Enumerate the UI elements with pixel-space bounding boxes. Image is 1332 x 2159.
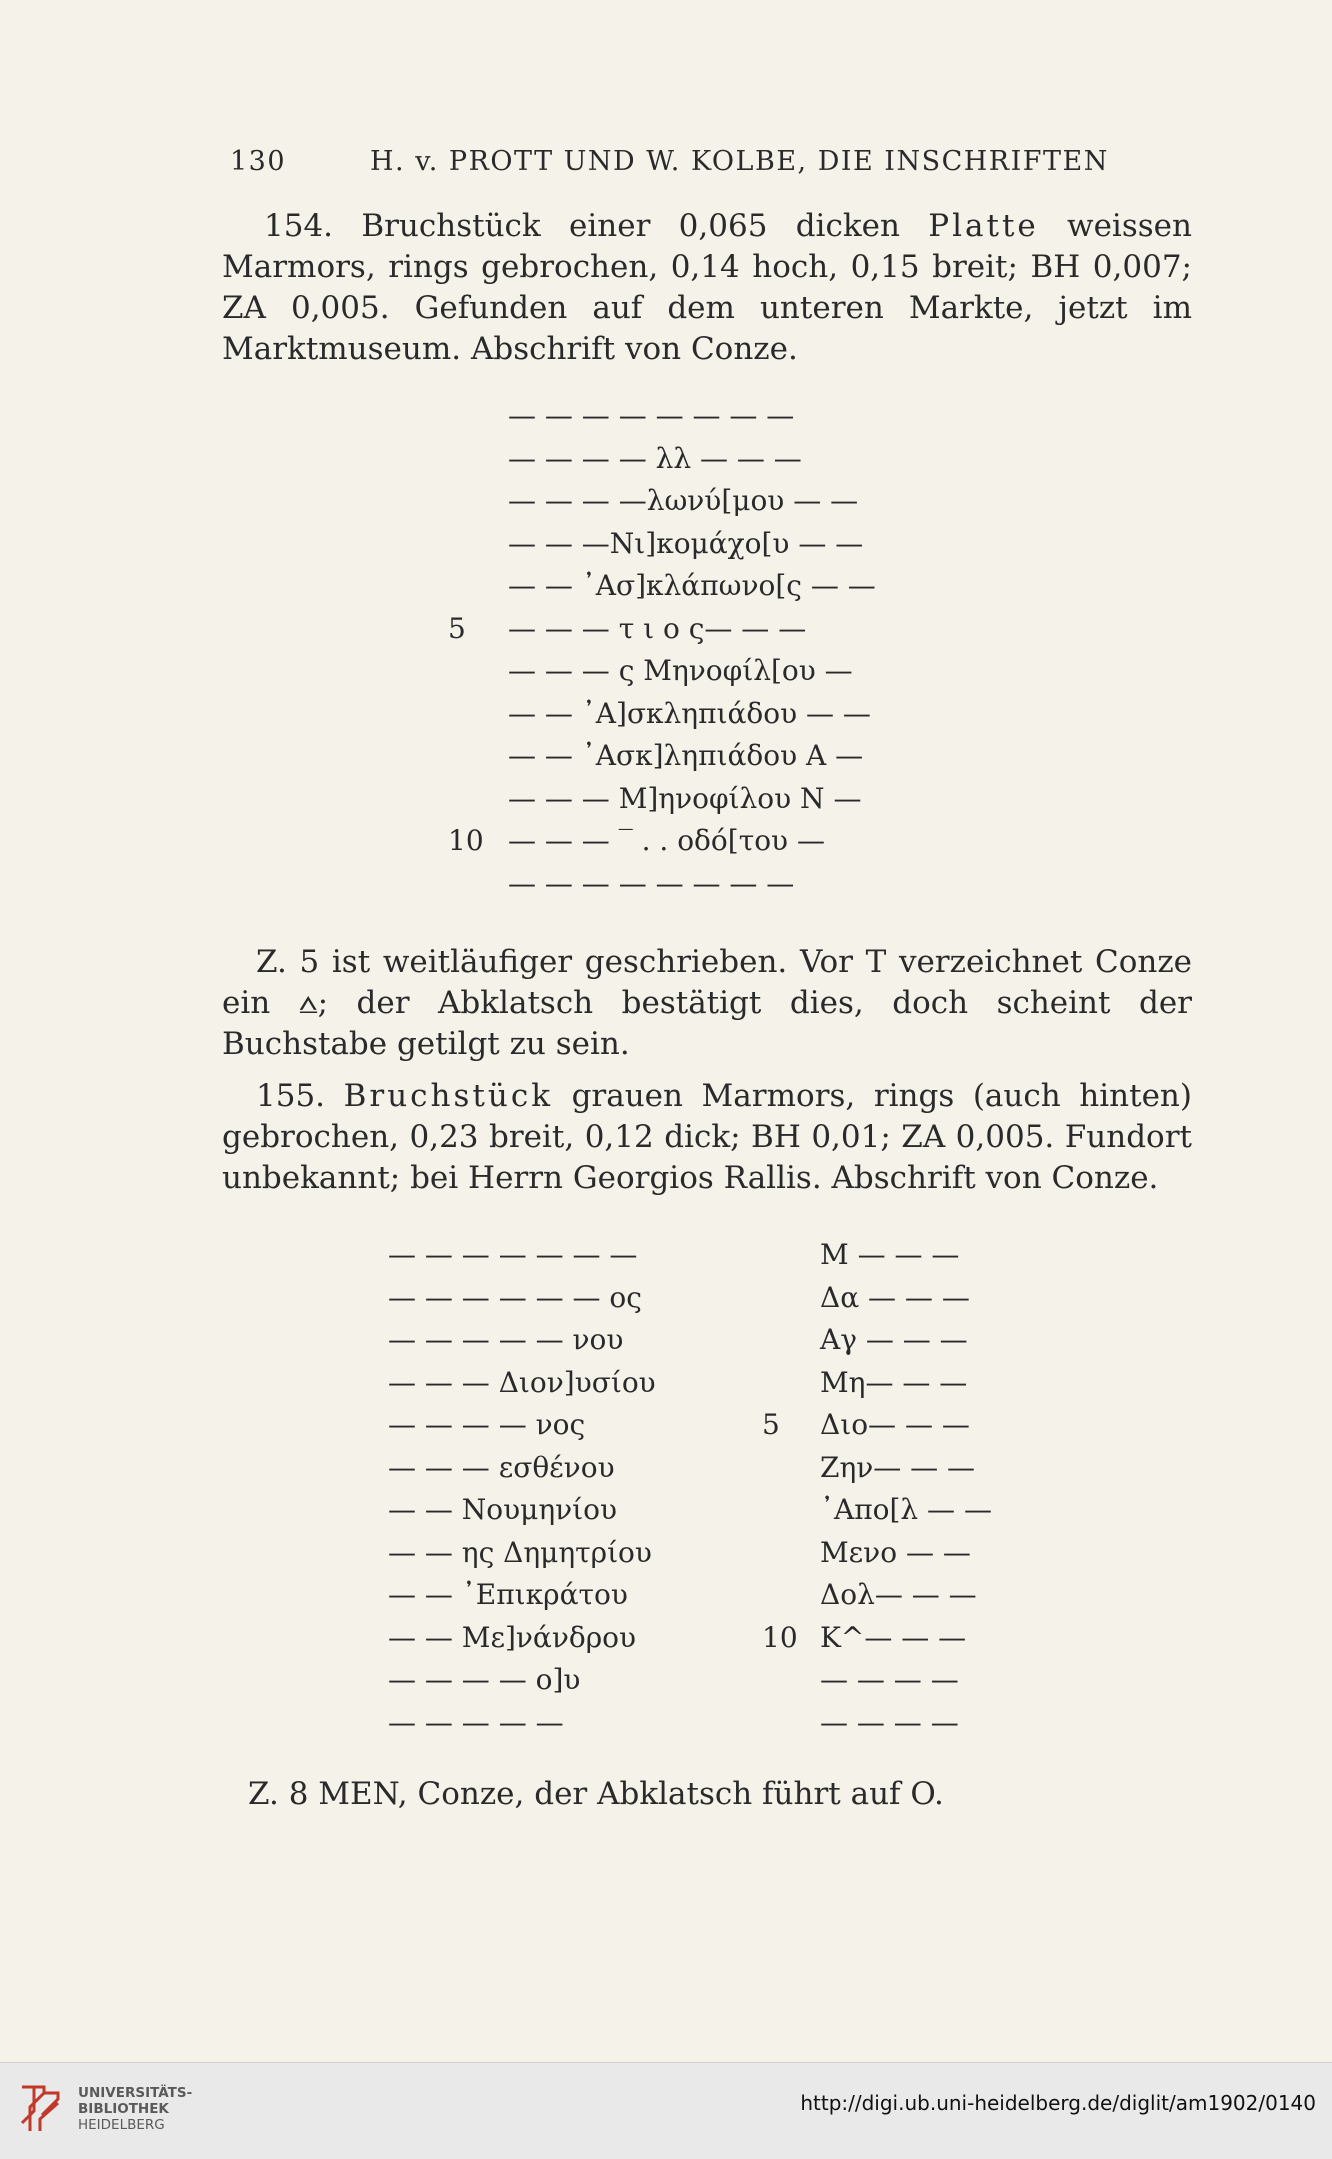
- inscription-line: [388, 1532, 656, 1575]
- line-text: — — — ς Μηνοφίλ[ου —: [508, 654, 853, 687]
- inscription-line: [388, 1574, 656, 1617]
- line-text: — — — — — — ος: [388, 1280, 642, 1314]
- source-url-link[interactable]: http://digi.ub.uni-heidelberg.de/diglit/am1902/0140: [800, 2091, 1316, 2115]
- inscription-154: [448, 395, 876, 905]
- inscription-line: [388, 1702, 656, 1745]
- inscription-line: [762, 1617, 992, 1660]
- line-number: 5: [762, 1408, 780, 1441]
- line-text: Διο— — —: [820, 1408, 970, 1441]
- line-text: — — — — ο]υ: [388, 1663, 581, 1696]
- line-number: 10: [762, 1620, 798, 1654]
- line-text: Μενο — —: [820, 1535, 971, 1569]
- line-text: — — ᾿Α]σκληπιάδου — —: [508, 696, 871, 730]
- inscription-155-left-column: [388, 1234, 656, 1744]
- line-text: — — — — λλ — — —: [508, 441, 802, 475]
- inscription-line: [820, 1447, 992, 1490]
- line-text: Ζην— — —: [820, 1450, 976, 1484]
- inscription-line: [388, 1234, 656, 1277]
- inscription-line: [820, 1532, 992, 1575]
- inscription-line: [388, 1659, 656, 1702]
- inscription-line: [508, 778, 876, 821]
- inscription-line: [820, 1702, 992, 1745]
- line-text: Κ^— — —: [820, 1620, 967, 1654]
- line-text: — — — — — — — —: [508, 399, 795, 432]
- inscription-line: [508, 735, 876, 778]
- library-logo-icon: [14, 2081, 70, 2137]
- inscription-line: [820, 1362, 992, 1405]
- line-text: — — Με]νάνδρου: [388, 1620, 637, 1654]
- inscription-line: [388, 1489, 656, 1532]
- line-number: 10: [448, 824, 484, 857]
- inscription-line: [508, 863, 876, 906]
- inscription-line: [388, 1362, 656, 1405]
- inscription-line: [508, 693, 876, 736]
- inscription-line: [508, 650, 876, 693]
- inscription-line: [448, 608, 876, 651]
- line-text: — — — Μ]ηνοφίλου Ν —: [508, 781, 862, 815]
- inscription-155-right-column: [762, 1234, 992, 1744]
- inscription-line: [388, 1319, 656, 1362]
- line-text: — — — — —: [388, 1705, 564, 1739]
- inscription-line: [820, 1234, 992, 1277]
- inscription-line: [388, 1277, 656, 1320]
- inscription-line: [508, 395, 876, 438]
- inscription-line: [508, 480, 876, 523]
- spaced-word: Platte: [928, 208, 1039, 244]
- line-text: — — Νουμηνίου: [388, 1493, 618, 1526]
- line-text: — — — — — — — —: [508, 866, 795, 900]
- entry-number: 155.: [256, 1078, 326, 1114]
- line-text: — — — — — νου: [388, 1323, 624, 1356]
- inscription-line: [820, 1319, 992, 1362]
- inscription-line: [388, 1447, 656, 1490]
- entry-155-footnote: Z. 8 MEN, Conze, der Abklatsch führt auf O.: [248, 1776, 944, 1812]
- line-text: ᾿Απο[λ — —: [820, 1493, 992, 1526]
- line-text: Δολ— — —: [820, 1578, 977, 1611]
- entry-number: 154.: [264, 208, 334, 244]
- line-text: — — — ‾ . . οδό[του —: [508, 824, 825, 857]
- line-text: — — — εσθένου: [388, 1450, 615, 1484]
- inscription-line: [448, 820, 876, 863]
- inscription-line: [820, 1277, 992, 1320]
- inscription-line: [820, 1574, 992, 1617]
- inscription-line: [388, 1617, 656, 1660]
- inscription-line: [508, 523, 876, 566]
- line-text: — — ᾿Ασκ]ληπιάδου Α —: [508, 739, 864, 772]
- line-text: — — — — — — —: [388, 1238, 638, 1271]
- line-text: — — — —: [820, 1663, 959, 1696]
- line-text: Μ — — —: [820, 1238, 960, 1271]
- inscription-line: [508, 565, 876, 608]
- entry-154-description: 154. Bruchstück einer 0,065 dicken Platte weissen Marmors, rings gebrochen, 0,14 hoch, 0,15 breit; BH 0,007; ZA 0,005. Gefunden auf dem unteren Markte, jetzt im Marktmuseum. Abschrift von Conze.: [222, 208, 1192, 367]
- entry-154-note: Z. 5 ist weitläufiger geschrieben. Vor Τ verzeichnet Conze ein ⩟; der Abklatsch bestätigt dies, doch scheint der Buchstabe getilgt zu sein.: [222, 944, 1192, 1062]
- spaced-word: Bruchstück: [343, 1078, 553, 1114]
- inscription-line: [762, 1404, 992, 1447]
- line-text: Δα — — —: [820, 1280, 970, 1314]
- library-name: UNIVERSITÄTS- BIBLIOTHEK HEIDELBERG: [78, 2085, 193, 2133]
- line-text: Μη— — —: [820, 1365, 968, 1399]
- line-text: — — — —: [820, 1705, 959, 1739]
- line-text: — — —Νι]κομάχο[υ — —: [508, 526, 864, 560]
- line-text: — — — —λωνύ[μου — —: [508, 484, 859, 517]
- entry-155-description: 155. Bruchstück grauen Marmors, rings (auch hinten) gebrochen, 0,23 breit, 0,12 dick; BH 0,01; ZA 0,005. Fundort unbekannt; bei Herrn Georgios Rallis. Abschrift von Conze.: [222, 1078, 1192, 1196]
- line-text: — — ᾿Επικράτου: [388, 1578, 628, 1611]
- line-text: — — — — νος: [388, 1408, 586, 1441]
- inscription-line: [820, 1489, 992, 1532]
- line-text: — — ης Δημητρίου: [388, 1535, 652, 1569]
- footer-bar: [0, 2062, 1332, 2159]
- inscription-line: [508, 438, 876, 481]
- line-text: Αγ — — —: [820, 1323, 968, 1356]
- line-text: — — ᾿Ασ]κλάπωνο[ς — —: [508, 569, 876, 602]
- running-title: H. v. PROTT UND W. KOLBE, DIE INSCHRIFTEN: [370, 146, 1109, 177]
- line-text: — — — τ ι ο ς— — —: [508, 611, 807, 645]
- inscription-line: [820, 1659, 992, 1702]
- line-text: — — — Διον]υσίου: [388, 1365, 656, 1399]
- line-number: 5: [448, 611, 466, 645]
- page-number: 130: [230, 146, 287, 177]
- inscription-line: [388, 1404, 656, 1447]
